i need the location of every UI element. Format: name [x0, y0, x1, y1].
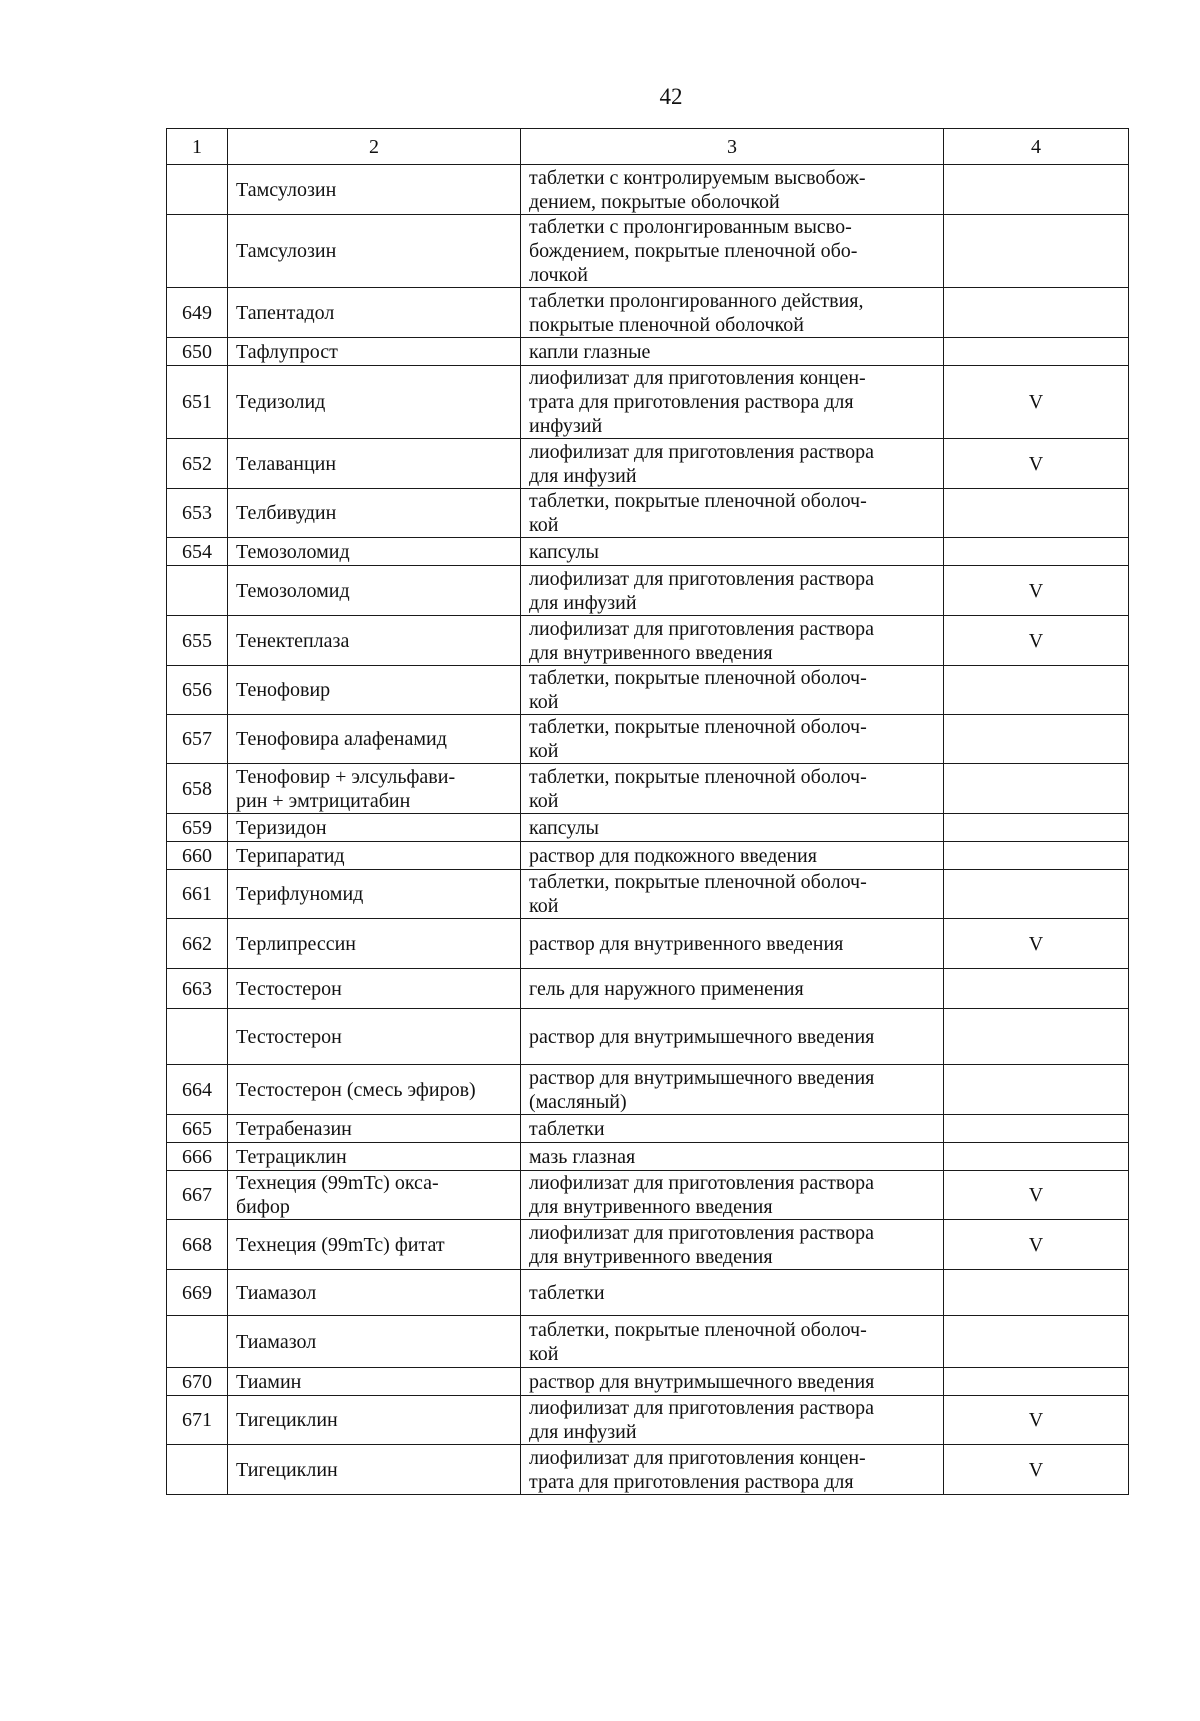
- flag-cell: [944, 1143, 1129, 1171]
- row-number-cell: [167, 1009, 228, 1065]
- drug-name-cell: Тестостерон (смесь эфиров): [228, 1065, 521, 1115]
- drug-name-cell: Тенектеплаза: [228, 616, 521, 666]
- dosage-form-cell: таблетки с пролонгированным высво- бождением, покрытые пленочной обо- лочкой: [521, 215, 944, 288]
- drug-name-cell: Тапентадол: [228, 288, 521, 338]
- flag-cell: V: [944, 1171, 1129, 1220]
- flag-cell: [944, 538, 1129, 566]
- drug-name-cell: Телбивудин: [228, 489, 521, 538]
- drug-name-cell: Тиамазол: [228, 1270, 521, 1316]
- dosage-form-cell: лиофилизат для приготовления раствора для внутривенного введения: [521, 1220, 944, 1270]
- dosage-form-cell: раствор для внутримышечного введения: [521, 1009, 944, 1065]
- column-header-2: 2: [228, 129, 521, 165]
- flag-cell: [944, 666, 1129, 715]
- drug-name-cell: Технеция (99mTc) окса- бифор: [228, 1171, 521, 1220]
- row-number-cell: 665: [167, 1115, 228, 1143]
- table-row: [167, 165, 1129, 215]
- row-number-cell: 655: [167, 616, 228, 666]
- flag-cell: [944, 1316, 1129, 1368]
- drug-name-cell: Технеция (99mTc) фитат: [228, 1220, 521, 1270]
- dosage-form-cell: лиофилизат для приготовления концен- трата для приготовления раствора для инфузий: [521, 366, 944, 439]
- table-row: [167, 566, 1129, 616]
- flag-cell: V: [944, 616, 1129, 666]
- drug-name-cell: Тамсулозин: [228, 215, 521, 288]
- dosage-form-cell: таблетки, покрытые пленочной оболоч- кой: [521, 1316, 944, 1368]
- drug-name-cell: Тенофовир: [228, 666, 521, 715]
- drug-name-cell: Тетрабеназин: [228, 1115, 521, 1143]
- dosage-form-cell: таблетки, покрытые пленочной оболоч- кой: [521, 715, 944, 764]
- table-row: [167, 1368, 1129, 1396]
- row-number-cell: [167, 165, 228, 215]
- drug-name-cell: Тигециклин: [228, 1396, 521, 1445]
- table-row: [167, 215, 1129, 288]
- flag-cell: [944, 215, 1129, 288]
- table-header-row: [167, 129, 1129, 165]
- drug-name-cell: Тиамазол: [228, 1316, 521, 1368]
- dosage-form-cell: таблетки: [521, 1115, 944, 1143]
- dosage-form-cell: таблетки с контролируемым высвобож- дением, покрытые оболочкой: [521, 165, 944, 215]
- flag-cell: [944, 288, 1129, 338]
- table-row: [167, 338, 1129, 366]
- table-row: [167, 1143, 1129, 1171]
- row-number-cell: 667: [167, 1171, 228, 1220]
- row-number-cell: 654: [167, 538, 228, 566]
- row-number-cell: 669: [167, 1270, 228, 1316]
- row-number-cell: 663: [167, 969, 228, 1009]
- dosage-form-cell: лиофилизат для приготовления раствора для инфузий: [521, 566, 944, 616]
- flag-cell: [944, 969, 1129, 1009]
- drug-name-cell: Темозоломид: [228, 538, 521, 566]
- flag-cell: [944, 489, 1129, 538]
- dosage-form-cell: капсулы: [521, 814, 944, 842]
- flag-cell: [944, 814, 1129, 842]
- dosage-form-cell: лиофилизат для приготовления раствора для инфузий: [521, 1396, 944, 1445]
- dosage-form-cell: раствор для внутривенного введения: [521, 919, 944, 969]
- row-number-cell: 668: [167, 1220, 228, 1270]
- dosage-form-cell: таблетки: [521, 1270, 944, 1316]
- flag-cell: V: [944, 1396, 1129, 1445]
- table-row: [167, 814, 1129, 842]
- table-row: [167, 1445, 1129, 1495]
- flag-cell: [944, 1368, 1129, 1396]
- row-number-cell: 670: [167, 1368, 228, 1396]
- drug-name-cell: Тигециклин: [228, 1445, 521, 1495]
- flag-cell: V: [944, 439, 1129, 489]
- flag-cell: [944, 1115, 1129, 1143]
- dosage-form-cell: раствор для внутримышечного введения (масляный): [521, 1065, 944, 1115]
- table-row: [167, 666, 1129, 715]
- drug-name-cell: Тафлупрост: [228, 338, 521, 366]
- drug-name-cell: Темозоломид: [228, 566, 521, 616]
- row-number-cell: 659: [167, 814, 228, 842]
- row-number-cell: [167, 215, 228, 288]
- table-header: [167, 129, 1129, 165]
- row-number-cell: 671: [167, 1396, 228, 1445]
- dosage-form-cell: лиофилизат для приготовления раствора для внутривенного введения: [521, 1171, 944, 1220]
- dosage-form-cell: таблетки, покрытые пленочной оболоч- кой: [521, 666, 944, 715]
- flag-cell: [944, 338, 1129, 366]
- table-row: [167, 616, 1129, 666]
- dosage-form-cell: лиофилизат для приготовления концен- трата для приготовления раствора для: [521, 1445, 944, 1495]
- row-number-cell: 660: [167, 842, 228, 870]
- dosage-form-cell: гель для наружного применения: [521, 969, 944, 1009]
- row-number-cell: 657: [167, 715, 228, 764]
- table-row: [167, 1171, 1129, 1220]
- table-body: [167, 165, 1129, 1495]
- page-number: 42: [659, 84, 683, 109]
- dosage-form-cell: таблетки пролонгированного действия, покрытые пленочной оболочкой: [521, 288, 944, 338]
- dosage-form-cell: таблетки, покрытые пленочной оболоч- кой: [521, 489, 944, 538]
- flag-cell: [944, 715, 1129, 764]
- table-row: [167, 715, 1129, 764]
- table-row: [167, 1065, 1129, 1115]
- row-number-cell: 662: [167, 919, 228, 969]
- dosage-form-cell: лиофилизат для приготовления раствора для внутривенного введения: [521, 616, 944, 666]
- table-row: [167, 969, 1129, 1009]
- flag-cell: V: [944, 366, 1129, 439]
- table-row: [167, 1220, 1129, 1270]
- row-number-cell: [167, 1316, 228, 1368]
- row-number-cell: [167, 566, 228, 616]
- row-number-cell: 651: [167, 366, 228, 439]
- dosage-form-cell: мазь глазная: [521, 1143, 944, 1171]
- dosage-form-cell: капсулы: [521, 538, 944, 566]
- flag-cell: [944, 1009, 1129, 1065]
- table-row: [167, 1115, 1129, 1143]
- dosage-form-cell: раствор для подкожного введения: [521, 842, 944, 870]
- flag-cell: [944, 165, 1129, 215]
- flag-cell: V: [944, 1220, 1129, 1270]
- drug-name-cell: Телаванцин: [228, 439, 521, 489]
- table-row: [167, 288, 1129, 338]
- row-number-cell: [167, 1445, 228, 1495]
- table-row: [167, 919, 1129, 969]
- row-number-cell: 658: [167, 764, 228, 814]
- row-number-cell: 653: [167, 489, 228, 538]
- row-number-cell: 652: [167, 439, 228, 489]
- row-number-cell: 650: [167, 338, 228, 366]
- dosage-form-cell: таблетки, покрытые пленочной оболоч- кой: [521, 870, 944, 919]
- dosage-form-cell: капли глазные: [521, 338, 944, 366]
- drug-name-cell: Терифлуномид: [228, 870, 521, 919]
- row-number-cell: 661: [167, 870, 228, 919]
- drug-name-cell: Тенофовир + элсульфави- рин + эмтрицитабин: [228, 764, 521, 814]
- flag-cell: [944, 870, 1129, 919]
- table-row: [167, 1316, 1129, 1368]
- column-header-3: 3: [521, 129, 944, 165]
- table-row: [167, 1396, 1129, 1445]
- drug-name-cell: Тамсулозин: [228, 165, 521, 215]
- drug-name-cell: Тестостерон: [228, 969, 521, 1009]
- row-number-cell: 664: [167, 1065, 228, 1115]
- row-number-cell: 649: [167, 288, 228, 338]
- dosage-form-cell: раствор для внутримышечного введения: [521, 1368, 944, 1396]
- table-row: [167, 366, 1129, 439]
- drug-name-cell: Теризидон: [228, 814, 521, 842]
- flag-cell: V: [944, 566, 1129, 616]
- drug-name-cell: Тетрациклин: [228, 1143, 521, 1171]
- flag-cell: V: [944, 1445, 1129, 1495]
- drug-name-cell: Тиамин: [228, 1368, 521, 1396]
- column-header-1: 1: [167, 129, 228, 165]
- dosage-form-cell: таблетки, покрытые пленочной оболоч- кой: [521, 764, 944, 814]
- table-row: [167, 842, 1129, 870]
- drug-name-cell: Тестостерон: [228, 1009, 521, 1065]
- flag-cell: V: [944, 919, 1129, 969]
- table-row: [167, 764, 1129, 814]
- row-number-cell: 656: [167, 666, 228, 715]
- column-header-4: 4: [944, 129, 1129, 165]
- row-number-cell: 666: [167, 1143, 228, 1171]
- table-row: [167, 538, 1129, 566]
- flag-cell: [944, 1065, 1129, 1115]
- drug-table: [166, 128, 1129, 1495]
- table-row: [167, 489, 1129, 538]
- table-row: [167, 1270, 1129, 1316]
- flag-cell: [944, 842, 1129, 870]
- drug-name-cell: Тедизолид: [228, 366, 521, 439]
- drug-name-cell: Терлипрессин: [228, 919, 521, 969]
- drug-name-cell: Терипаратид: [228, 842, 521, 870]
- flag-cell: [944, 764, 1129, 814]
- drug-name-cell: Тенофовира алафенамид: [228, 715, 521, 764]
- table-row: [167, 870, 1129, 919]
- dosage-form-cell: лиофилизат для приготовления раствора для инфузий: [521, 439, 944, 489]
- table-row: [167, 1009, 1129, 1065]
- flag-cell: [944, 1270, 1129, 1316]
- table-row: [167, 439, 1129, 489]
